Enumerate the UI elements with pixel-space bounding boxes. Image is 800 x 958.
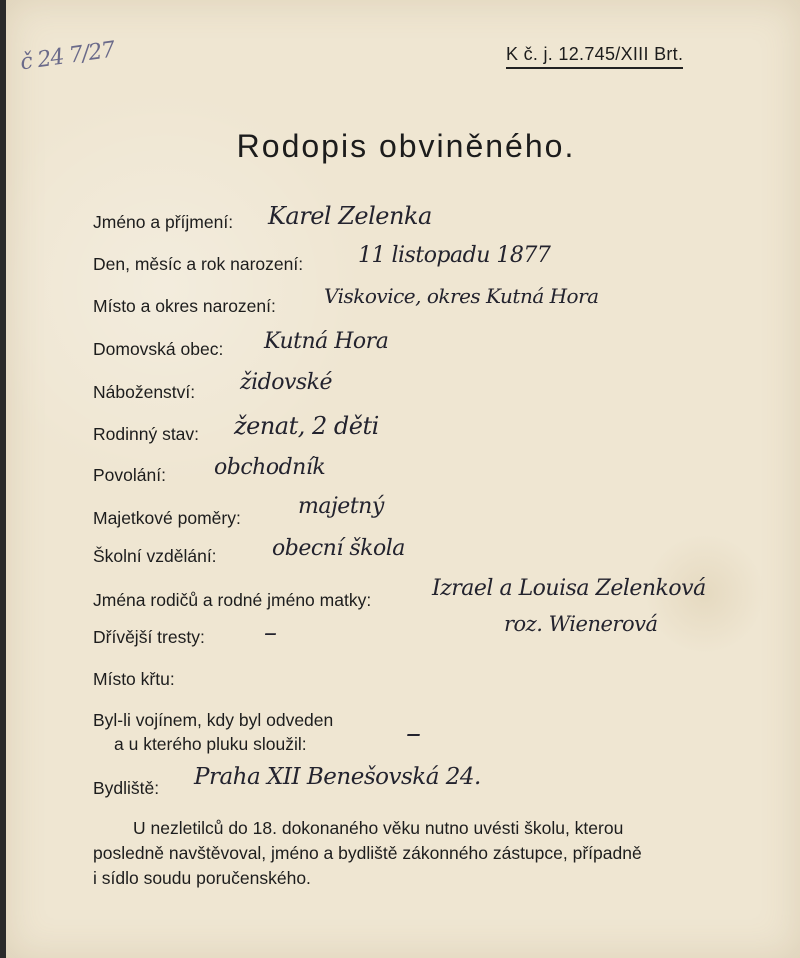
field-marital-status-value: ženat, 2 děti	[234, 412, 379, 440]
field-religion-label: Náboženství:	[93, 382, 196, 402]
field-education-label: Školní vzdělání:	[93, 546, 217, 566]
field-birthdate-label: Den, měsíc a rok narození:	[93, 254, 304, 274]
footnote-line-2: posledně navštěvoval, jméno a bydliště zákonného zástupce, případně	[93, 843, 642, 863]
field-prior-convictions-label: Dřívější tresty:	[93, 627, 205, 647]
field-marital-status-label: Rodinný stav:	[93, 424, 200, 444]
field-name-label: Jméno a příjmení:	[93, 212, 234, 232]
field-military-value: –	[406, 716, 421, 751]
field-parents-value-line1: Izrael a Louisa Zelenková	[432, 576, 706, 601]
field-property-value: majetný	[298, 494, 384, 519]
field-residence-label: Bydliště:	[93, 778, 160, 798]
field-parents-value-line2: roz. Wienerová	[504, 612, 658, 636]
field-education-value: obecní škola	[272, 536, 405, 561]
footnote-line-1: U nezletilců do 18. dokonaného věku nutno uvésti školu, kterou	[133, 818, 624, 838]
reference-prefix: K č. j.	[506, 44, 554, 64]
field-birthdate-value: 11 listopadu 1877	[358, 243, 551, 268]
footnote-line-3: i sídlo soudu poručenského.	[93, 868, 311, 888]
corner-handwritten-note: č 24 7/27	[18, 37, 116, 76]
field-parents-label: Jména rodičů a rodné jméno matky:	[93, 590, 372, 610]
field-military-label-line2: a u kterého pluku sloužil:	[114, 734, 307, 754]
field-home-municipality-label: Domovská obec:	[93, 339, 224, 359]
field-property-label: Majetkové poměry:	[93, 508, 241, 528]
field-religion-value: židovské	[240, 370, 333, 395]
reference-value: 12.745/XIII Brt.	[558, 44, 684, 64]
field-residence-value: Praha XII Benešovská 24.	[194, 764, 481, 790]
field-occupation-value: obchodník	[214, 455, 326, 480]
document-title: Rodopis obviněného.	[236, 128, 576, 164]
field-birthplace-value: Viskovice, okres Kutná Hora	[324, 284, 599, 308]
field-birthplace-label: Místo a okres narození:	[93, 296, 276, 316]
field-home-municipality-value: Kutná Hora	[264, 329, 389, 354]
reference-number	[506, 44, 683, 69]
field-military-label-line1: Byl-li vojínem, kdy byl odveden	[93, 710, 334, 730]
field-baptism-place-label: Místo křtu:	[93, 669, 175, 689]
field-occupation-label: Povolání:	[93, 465, 166, 485]
field-prior-convictions-value: –	[264, 618, 277, 648]
field-name-value: Karel Zelenka	[268, 202, 432, 230]
footnote	[93, 816, 733, 891]
document-sheet	[6, 0, 800, 958]
